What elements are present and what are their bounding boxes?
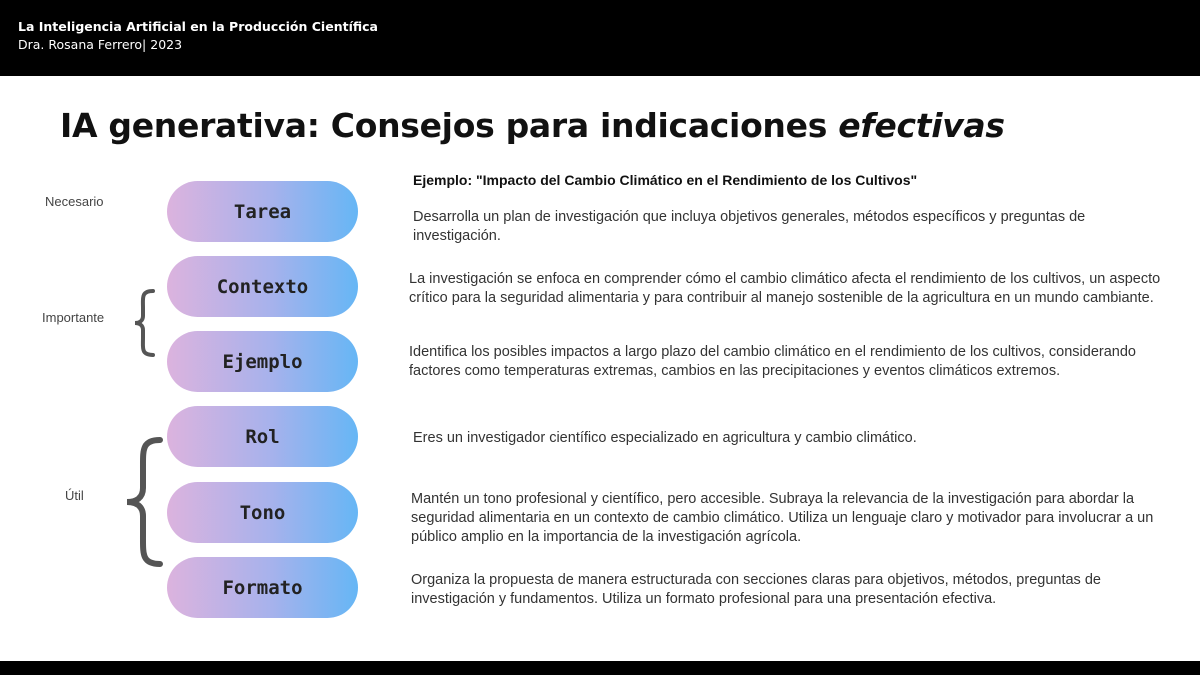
header-bar: [0, 0, 1200, 76]
slide-title-emphasis: efectivas: [838, 106, 1005, 145]
desc-formato: Organiza la propuesta de manera estructurada con secciones claras para objetivos, métodos, preguntas de investigación y fundamentos. Utiliza un formato profesional para una presentación efectiva.: [411, 572, 1101, 607]
desc-tono: Mantén un tono profesional y científico, pero accesible. Subraya la relevancia de la investigación para abordar la seguridad alimentaria en un contexto de cambio climático. Utiliza un lenguaje claro y motivador para involucrar a un público amplio en la importancia de la investigación agrícola.: [411, 491, 1154, 545]
author-line: Dra. Rosana Ferrero| 2023: [18, 37, 183, 52]
slide-title-main: IA generativa: Consejos para indicaciones: [60, 106, 839, 145]
pill-rol: Rol: [167, 406, 358, 467]
pill-tono: Tono: [167, 482, 358, 543]
slide-title: [60, 106, 1005, 145]
desc-ejemplo: Identifica los posibles impactos a largo plazo del cambio climático en el rendimiento de los cultivos, considerando factores como temperaturas extremas, cambios en las precipitaciones y eventos climáticos extremos.: [409, 344, 1136, 379]
pill-contexto: Contexto: [167, 256, 358, 317]
footer-bar: [0, 661, 1200, 675]
brace-util-icon: [122, 436, 164, 568]
example-heading: Ejemplo: "Impacto del Cambio Climático en el Rendimiento de los Cultivos": [413, 172, 918, 188]
pill-tarea: Tarea: [167, 181, 358, 242]
desc-rol: Eres un investigador científico especializado en agricultura y cambio climático.: [413, 430, 917, 446]
group-label-necesario: Necesario: [45, 194, 104, 209]
group-label-importante: Importante: [42, 310, 105, 325]
desc-tarea: Desarrolla un plan de investigación que incluya objetivos generales, métodos específicos y preguntas de investigación.: [413, 209, 1086, 244]
pill-ejemplo: Ejemplo: [167, 331, 358, 392]
group-label-util: Útil: [65, 488, 84, 503]
pill-formato: Formato: [167, 557, 358, 618]
desc-contexto: La investigación se enfoca en comprender cómo el cambio climático afecta el rendimiento de los cultivos, un aspecto crítico para la seguridad alimentaria y para contribuir al manejo sostenible de la agricultura en un mundo cambiante.: [409, 271, 1161, 306]
course-title: La Inteligencia Artificial en la Producción Científica: [18, 19, 378, 34]
brace-importante-icon: [131, 288, 157, 358]
